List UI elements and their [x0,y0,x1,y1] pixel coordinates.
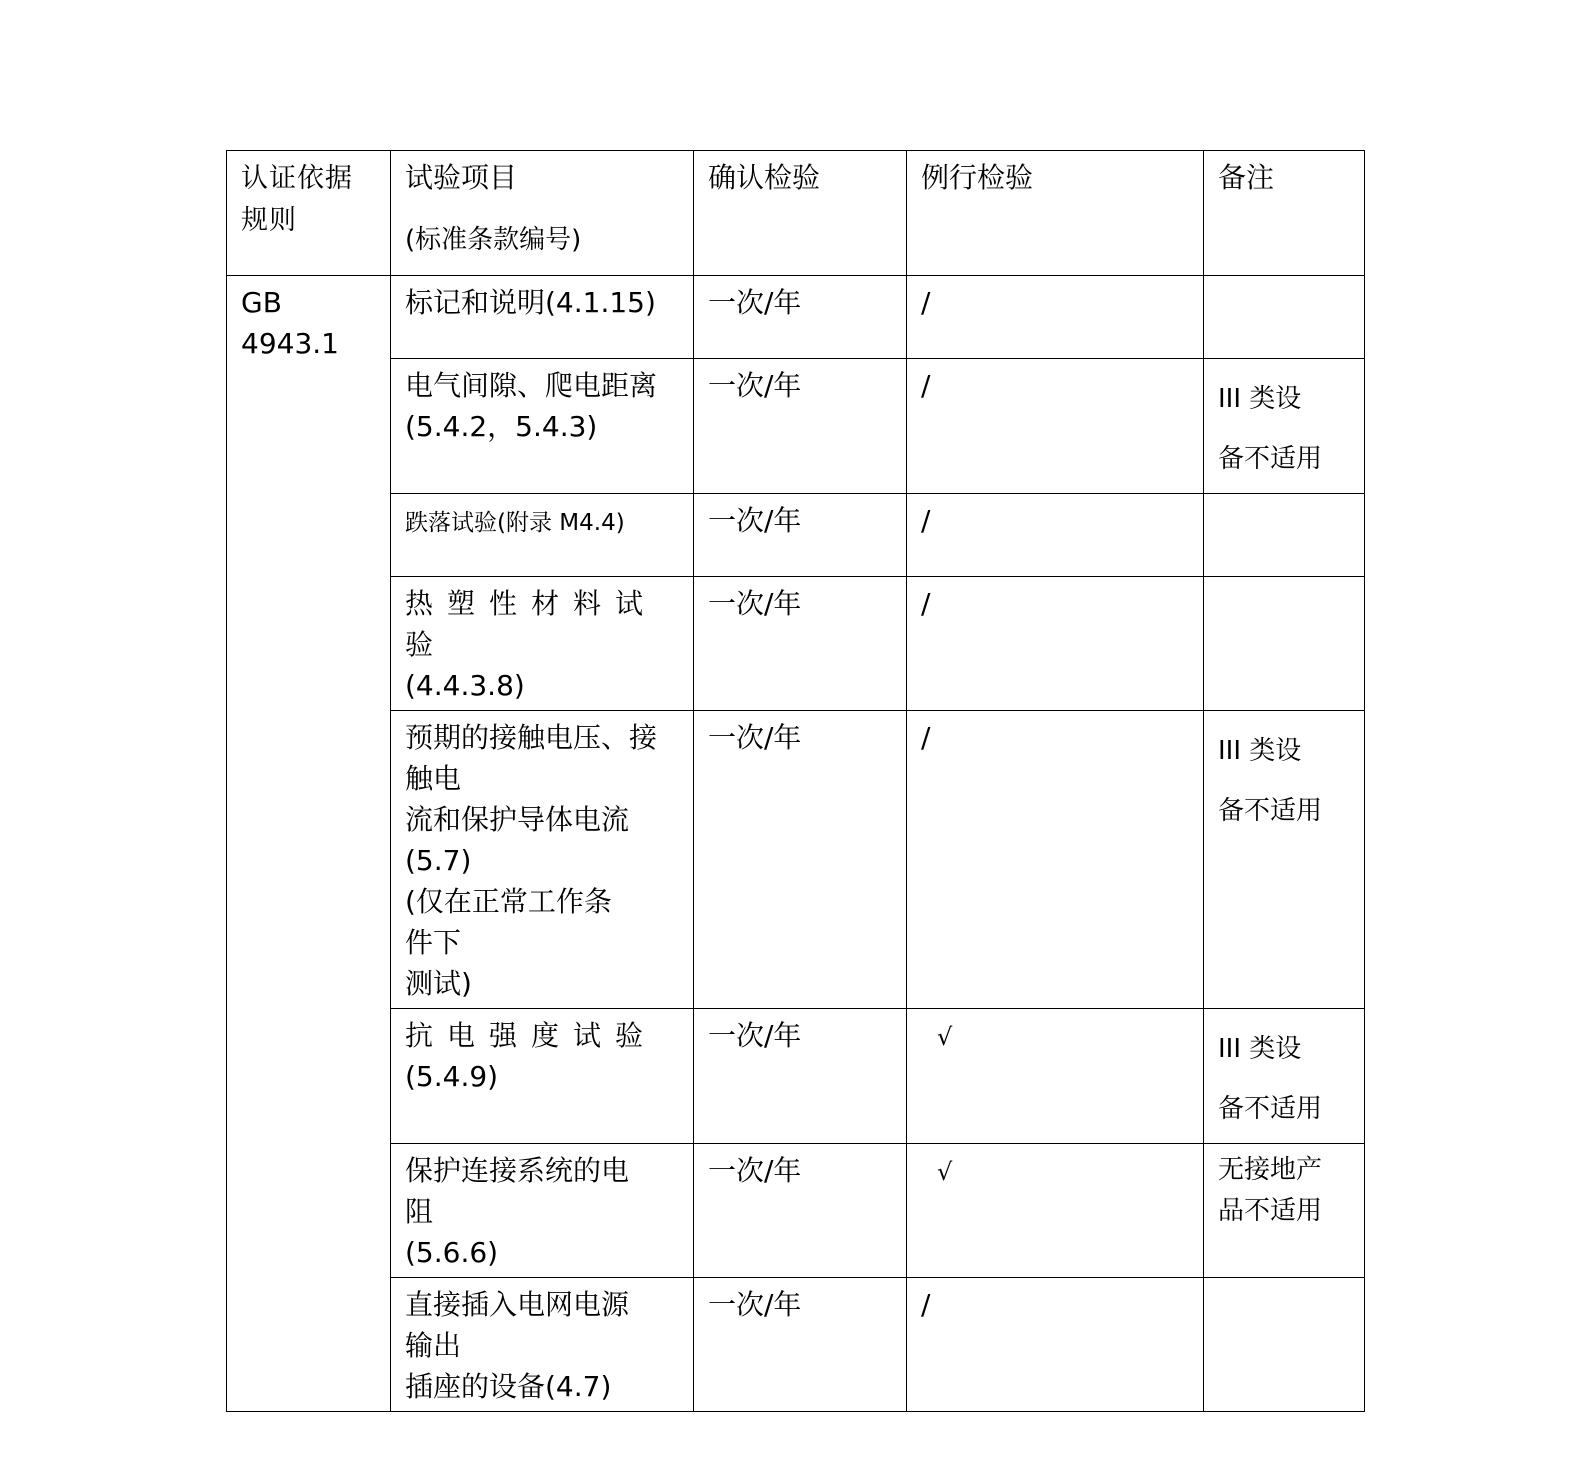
item-text-line: 触电 [405,762,462,795]
confirm-text: 一次/年 [708,1019,802,1052]
inspection-table [226,150,1365,1412]
remark-cell [1204,276,1365,359]
header-routine-text: 例行检验 [921,161,1034,194]
remark-text-line: 备不适用 [1218,1094,1323,1124]
header-confirm-text: 确认检验 [708,161,821,194]
confirm-text: 一次/年 [708,1154,802,1187]
remark-text-line: 无接地产 [1218,1155,1323,1185]
item-text-line: 阻 [405,1195,434,1228]
header-row [227,151,1365,276]
item-cell [391,577,694,711]
remark-cell [1204,577,1365,711]
confirm-cell [694,1144,907,1278]
confirm-cell [694,1009,907,1144]
remark-cell [1204,494,1365,577]
routine-cell [907,276,1204,359]
item-text-line: 输出 [405,1329,462,1362]
table-row [227,577,1365,711]
routine-cell [907,711,1204,1009]
basis-text: GB 4943.1 [241,286,339,360]
remark-cell [1204,711,1365,1009]
routine-text: / [921,369,931,402]
table-row [227,359,1365,494]
item-cell [391,1009,694,1144]
header-item-subtitle: (标准条款编号) [405,225,582,255]
confirm-text: 一次/年 [708,504,802,537]
header-remark [1204,151,1365,276]
routine-check-mark: √ [937,1023,953,1051]
confirm-text: 一次/年 [708,369,802,402]
confirm-text: 一次/年 [708,587,802,620]
item-text-line: 流和保护导体电流 [405,803,630,836]
item-text-line: (5.6.6) [405,1236,499,1269]
item-text-line: (仅在正常工作条 [405,885,612,918]
remark-text-line: 备不适用 [1218,796,1323,826]
header-basis-text: 认证依据规则 [241,163,353,236]
routine-text: / [921,587,931,620]
remark-cell [1204,1278,1365,1412]
table-row [227,494,1365,577]
confirm-cell [694,1278,907,1412]
item-text-line: 预期的接触电压、接 [405,721,658,754]
item-text-line: 直接插入电网电源 [405,1288,630,1321]
item-text-line: (4.4.3.8) [405,669,525,702]
item-cell [391,1278,694,1412]
item-text-line: 保护连接系统的电 [405,1154,630,1187]
remark-text-line: III 类设 [1218,736,1302,766]
item-text-line: 抗电强度试验 [405,1019,658,1052]
item-text-line: (5.4.9) [405,1060,499,1093]
item-cell [391,276,694,359]
remark-cell [1204,359,1365,494]
item-text-line: 件下 [405,926,462,959]
confirm-cell [694,494,907,577]
routine-cell [907,494,1204,577]
item-cell [391,711,694,1009]
confirm-cell [694,359,907,494]
item-cell [391,1144,694,1278]
item-text-line: 电气间隙、爬电距离 [405,369,658,402]
table-row [227,1278,1365,1412]
header-routine [907,151,1204,276]
routine-text: / [921,286,931,319]
confirm-text: 一次/年 [708,1288,802,1321]
item-text: 标记和说明(4.1.15) [405,286,656,319]
confirm-cell [694,577,907,711]
routine-text: / [921,721,931,754]
header-item [391,151,694,276]
header-basis [227,151,391,276]
routine-cell [907,577,1204,711]
routine-text: / [921,504,931,537]
confirm-text: 一次/年 [708,286,802,319]
routine-cell [907,1144,1204,1278]
routine-check-mark: √ [937,1158,953,1186]
item-text-line: 测试) [405,967,472,1000]
item-text-line: (5.4.2，5.4.3) [405,410,598,443]
remark-cell [1204,1144,1365,1278]
confirm-cell [694,276,907,359]
confirm-text: 一次/年 [708,721,802,754]
item-text-line: 热塑性材料试验 [405,587,658,661]
routine-cell [907,359,1204,494]
routine-cell [907,1278,1204,1412]
item-text-line: (5.7) [405,844,472,877]
table-row [227,711,1365,1009]
basis-cell [227,276,391,1412]
item-text-line: 插座的设备(4.7) [405,1370,612,1403]
table-row [227,276,1365,359]
routine-text: / [921,1288,931,1321]
remark-text-line: 备不适用 [1218,444,1323,474]
confirm-cell [694,711,907,1009]
item-cell [391,359,694,494]
header-confirm [694,151,907,276]
remark-text-line: 品不适用 [1218,1196,1323,1226]
routine-cell [907,1009,1204,1144]
table-row [227,1144,1365,1278]
header-item-title: 试验项目 [405,161,518,194]
table-row [227,1009,1365,1144]
header-remark-text: 备注 [1218,161,1275,194]
item-cell [391,494,694,577]
item-text: 跌落试验(附录 M4.4) [405,510,625,536]
remark-cell [1204,1009,1365,1144]
remark-text-line: III 类设 [1218,1034,1302,1064]
remark-text-line: III 类设 [1218,384,1302,414]
